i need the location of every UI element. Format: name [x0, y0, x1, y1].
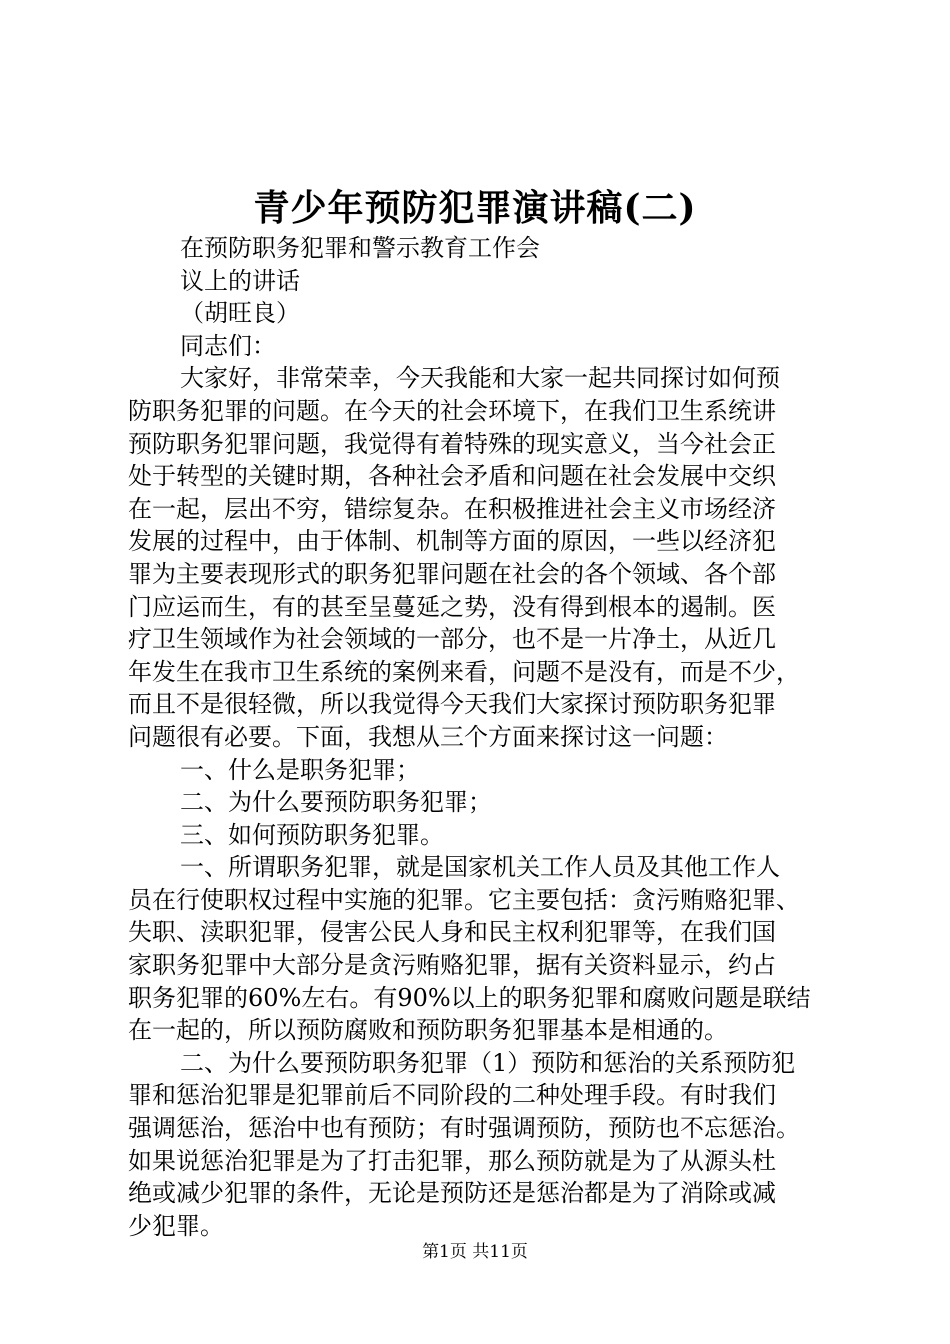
text-line: （胡旺良）: [180, 299, 300, 328]
text-line: 失职、渎职犯罪，侵害公民人身和民主权利犯罪等，在我们国: [128, 918, 776, 947]
text-line: 职务犯罪的60%左右。有90%以上的职务犯罪和腐败问题是联结: [128, 983, 811, 1012]
text-line: 议上的讲话: [180, 266, 300, 295]
text-line: 一、什么是职务犯罪；: [180, 755, 420, 784]
document-title: 青少年预防犯罪演讲稿(二): [253, 187, 697, 229]
text-line: 在一起的，所以预防腐败和预防职务犯罪基本是相通的。: [128, 1016, 728, 1045]
document-body: [128, 232, 838, 1242]
text-line: 在预防职务犯罪和警示教育工作会: [180, 234, 540, 262]
text-line: 如果说惩治犯罪是为了打击犯罪，那么预防就是为了从源头杜: [128, 1146, 776, 1175]
text-line: 罪和惩治犯罪是犯罪前后不同阶段的二种处理手段。有时我们: [128, 1081, 776, 1110]
text-line: 预防职务犯罪问题，我觉得有着特殊的现实意义，当今社会正: [128, 429, 776, 458]
text-line: 家职务犯罪中大部分是贪污贿赂犯罪，据有关资料显示，约占: [128, 951, 776, 980]
text-line: 二、为什么要预防职务犯罪；: [180, 788, 492, 817]
text-line: 员在行使职权过程中实施的犯罪。它主要包括：贪污贿赂犯罪、: [128, 885, 800, 914]
text-line: 防职务犯罪的问题。在今天的社会环境下，在我们卫生系统讲: [128, 396, 776, 425]
text-line: 年发生在我市卫生系统的案例来看，问题不是没有，而是不少，: [128, 657, 800, 686]
text-line: 二、为什么要预防职务犯罪（1）预防和惩治的关系预防犯: [180, 1048, 796, 1077]
text-line: 三、如何预防职务犯罪。: [180, 820, 444, 849]
text-line: 少犯罪。: [128, 1211, 224, 1240]
text-line: 处于转型的关键时期，各种社会矛盾和问题在社会发展中交织: [128, 462, 776, 491]
text-line: 强调惩治，惩治中也有预防；有时强调预防，预防也不忘惩治。: [128, 1114, 800, 1143]
text-line: 门应运而生，有的甚至呈蔓延之势，没有得到根本的遏制。医: [128, 592, 776, 621]
page-footer: 第1页 共11页: [422, 1242, 528, 1262]
text-line: 绝或减少犯罪的条件，无论是预防还是惩治都是为了消除或减: [128, 1179, 776, 1208]
text-line: 发展的过程中，由于体制、机制等方面的原因，一些以经济犯: [128, 527, 776, 556]
text-line: 大家好，非常荣幸，今天我能和大家一起共同探讨如何预: [180, 364, 780, 393]
text-line: 同志们：: [180, 331, 276, 360]
text-line: 疗卫生领域作为社会领域的一部分，也不是一片净土，从近几: [128, 625, 776, 654]
text-line: 而且不是很轻微，所以我觉得今天我们大家探讨预防职务犯罪: [128, 690, 776, 719]
text-line: 在一起，层出不穷，错综复杂。在积极推进社会主义市场经济: [128, 494, 776, 523]
text-line: 罪为主要表现形式的职务犯罪问题在社会的各个领域、各个部: [128, 559, 776, 588]
text-line: 一、所谓职务犯罪，就是国家机关工作人员及其他工作人: [180, 853, 780, 882]
text-line: 问题很有必要。下面，我想从三个方面来探讨这一问题：: [128, 722, 728, 751]
